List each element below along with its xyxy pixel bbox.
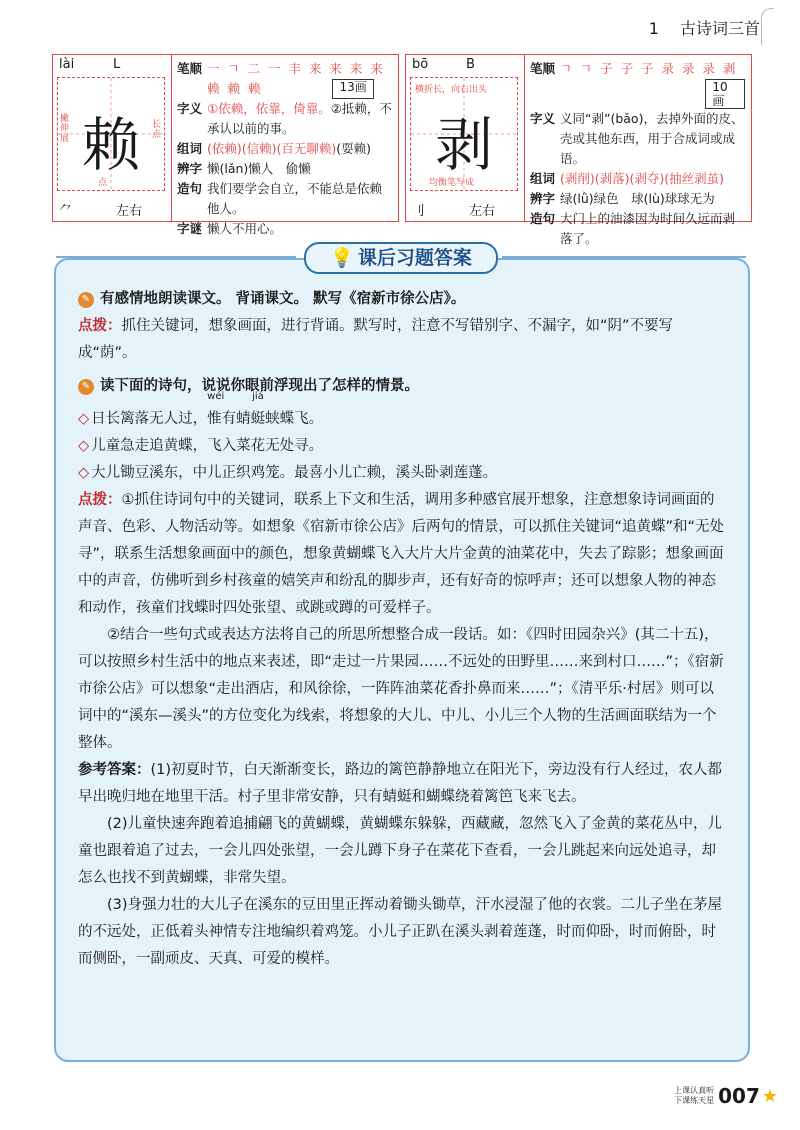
radical-structure [412, 200, 495, 219]
meaning-label: 字义 [177, 101, 203, 116]
answer-1-text: (1)初夏时节，白天渐渐变长，路边的篱笆静静地立在阳光下，旁边没有行人经过，农人都早出晚归地在地里干活。村子里非常安静，只有蜻蜓和蝴蝶绕着篱笆飞来飞去。 [78, 762, 723, 805]
question-2 [78, 373, 728, 400]
words: (剥削)(剥落)(剥夺)(抽丝剥茧) [560, 171, 725, 186]
meaning-red: ①依赖，依靠，倚靠。 [207, 101, 331, 116]
divider [171, 55, 172, 221]
answer-2: (2)儿童快速奔跑着追捕翩飞的黄蝴蝶，黄蝴蝶东躲躲，西藏藏，忽然飞入了金黄的菜花丛中，儿童也跟着追了过去，一会儿四处张望，一会儿蹲下身子在菜花下查看，一会儿跳起来向远处追寻，却怎么也找不到黄蝴蝶，非常失望。 [78, 816, 723, 886]
char-info [530, 59, 745, 249]
sentence: 我们要学会自立，不能总是依赖他人。 [207, 181, 383, 216]
diff-label: 辨字 [177, 161, 203, 176]
lesson-title: 古诗词三首 [679, 19, 760, 38]
section-title [304, 242, 498, 274]
index-letter: B [466, 57, 475, 72]
answer-panel [54, 258, 750, 1062]
answer-3: (3)身强力壮的大儿子在溪东的豆田里正挥动着锄头锄草，汗水浸湿了他的衣裳。二儿子坐在茅屋的不远处，正低着头神情专注地编织着鸡笼。小儿子正趴在溪头剥着莲蓬，时而仰卧，时而俯卧，时而侧卧，一副顽皮、天真、可爱的模样。 [78, 897, 723, 967]
divider [524, 55, 525, 221]
ruby-base: 惟 [207, 411, 222, 427]
radical: 刂 [412, 204, 426, 219]
ruby-text: jiá [252, 391, 264, 402]
annotation-top: 横折长，向右出头 [415, 85, 488, 95]
annotation-bottom: 点 [98, 178, 108, 188]
radical: ⺈ [59, 204, 73, 219]
meaning-rest: ②抵赖，不承认以前的事。 [207, 101, 392, 136]
poem-text: 大儿锄豆溪东，中儿正织鸡笼。最喜小儿亡赖，溪头卧剥莲蓬。 [91, 465, 498, 481]
answer-label: 参考答案： [78, 762, 151, 778]
diff: 懒(lǎn)懒人 偷懒 [207, 161, 311, 176]
poem-text: 蛱蝶飞。 [265, 411, 324, 427]
ruby-base: 蜓 [250, 411, 266, 427]
answer-1 [78, 757, 728, 811]
tip-2-p2: ②结合一些句式或表达方法将自己的所思所想整合成一段话。如：《四时田园杂兴》(其二十五)，可以按照乡村生活中的地点来表述，即“走过一片果园……不远处的田野里……来到村口……”；《宿新市徐公店》可以想象“走出酒店，和风徐徐，一阵阵油菜花香扑鼻而来……”；《清平乐·村居》则可以词中的“溪东—溪头”的方位变化为线索，将想象的大儿、中儿、小儿三个人物的生活画面联结为一个整体。 [78, 627, 724, 751]
meaning-label: 字义 [530, 111, 556, 126]
question-1 [78, 286, 728, 313]
radical-structure [59, 200, 142, 219]
slogan-line-1: 上课认真听 [674, 1086, 715, 1095]
poem-line-1 [78, 391, 728, 433]
tianzige-grid [57, 77, 165, 191]
big-character: 赖 [81, 111, 140, 179]
poem-line-3 [78, 460, 728, 487]
section-title-text: 课后习题答案 [357, 247, 472, 269]
char-card-lai [52, 54, 399, 236]
poem-text: 日长篱落无人过， [91, 411, 208, 427]
words-rest: (耍赖) [336, 141, 372, 156]
diff-label: 辨字 [530, 191, 556, 206]
page-footer [674, 1084, 778, 1108]
lightbulb-icon: 💡 [330, 247, 354, 269]
pinyin: lài [59, 57, 75, 72]
question-icon: ✎ [78, 379, 94, 395]
sentence-label: 造句 [177, 181, 203, 196]
diamond-icon: ◇ [78, 465, 90, 481]
title-rule-left [56, 256, 296, 258]
riddle: 懒人不用心。 [207, 221, 283, 236]
star-icon: ★ [761, 1085, 778, 1107]
tip-2 [78, 487, 728, 622]
running-header [649, 16, 760, 39]
stroke-count: 13画 [332, 79, 373, 99]
stroke-order: ㄱ ㄱ 子 子 子 录 录 录 剥 [560, 61, 738, 76]
stroke-order: 一 ㄱ 二 一 丰 来 来 来 来 [207, 61, 385, 76]
diamond-icon: ◇ [78, 411, 90, 427]
page-number: 007 [718, 1084, 760, 1108]
question-2-text: 读下面的诗句，说说你眼前浮现出了怎样的情景。 [100, 378, 419, 394]
diamond-icon: ◇ [78, 438, 90, 454]
meaning: 义同“剥”(bāo)，去掉外面的皮、壳或其他东西，用于合成词或成语。 [560, 111, 744, 166]
answer-content [78, 286, 728, 973]
diff: 绿(lǜ)绿色 球(lù)球球无为 [560, 191, 715, 206]
poem-line-2 [78, 433, 728, 460]
stroke-count: 10画 [705, 79, 745, 109]
ruby-text: wéi [207, 391, 225, 402]
annotation-left: 撇伸展 [60, 114, 70, 144]
tip-label: 点拨： [78, 318, 122, 334]
page-corner-decoration [761, 8, 774, 45]
question-1-text: 有感情地朗读课文。 背诵课文。 默写《宿新市徐公店》。 [100, 291, 466, 307]
tip-label: 点拨： [78, 492, 122, 508]
riddle-label: 字谜 [177, 221, 203, 236]
stroke-label: 笔顺 [530, 61, 556, 76]
sentence-label: 造句 [530, 211, 556, 226]
words-label: 组词 [177, 141, 203, 156]
char-card-bo [405, 54, 752, 246]
poem-text: 儿童急走追黄蝶，飞入菜花无处寻。 [91, 438, 324, 454]
section-title-band [56, 242, 746, 272]
annotation-bottom: 均衡笔写成 [429, 178, 475, 188]
footer-slogan [674, 1086, 714, 1106]
stroke-label: 笔顺 [177, 61, 203, 76]
question-icon: ✎ [78, 292, 94, 308]
tip-1 [78, 313, 728, 367]
words-red: (依赖)(信赖)(百无聊赖) [207, 141, 337, 156]
char-info [177, 59, 392, 239]
lesson-number: 1 [648, 19, 659, 38]
ruby-jia [250, 391, 266, 433]
tip-2-p1: ①抓住诗词句中的关键词，联系上下文和生活，调用多种感官展开想象，注意想象诗词画面的声音、色彩、人物活动等。如想象《宿新市徐公店》后两句的情景，可以抓住关键词“追黄蝶”和“无处寻”，联系生活想象画面中的颜色，想象黄蝴蝶飞入大片大片金黄的油菜花中，失去了踪影；想象画面中的声音，仿佛听到乡村孩童的嬉笑声和纷乱的脚步声，还有好奇的惊呼声；还可以想象人物的神态和动作，孩童们找蝶时四处张望、或跳或蹲的可爱样子。 [78, 492, 725, 616]
words-label: 组词 [530, 171, 556, 186]
annotation-right: 长点 [152, 120, 162, 140]
poem-text: 有蜻 [221, 411, 251, 427]
big-character: 剥 [434, 111, 493, 179]
structure: 左右 [116, 204, 143, 219]
slogan-line-2: 下课练天星 [674, 1096, 715, 1105]
stroke-order-2: 赖 赖 赖 [207, 81, 263, 96]
title-rule-right [502, 256, 746, 258]
ruby-wei [207, 391, 225, 433]
index-letter: L [113, 57, 121, 72]
structure: 左右 [469, 204, 496, 219]
pinyin: bō [412, 57, 429, 72]
tianzige-grid [410, 77, 518, 191]
sentence: 大门上的油漆因为时间久远而剥落了。 [560, 211, 736, 246]
tip-1-text: 抓住关键词，想象画面，进行背诵。默写时，注意不写错别字、不漏字，如“阴”不要写成“荫”。 [78, 318, 674, 361]
